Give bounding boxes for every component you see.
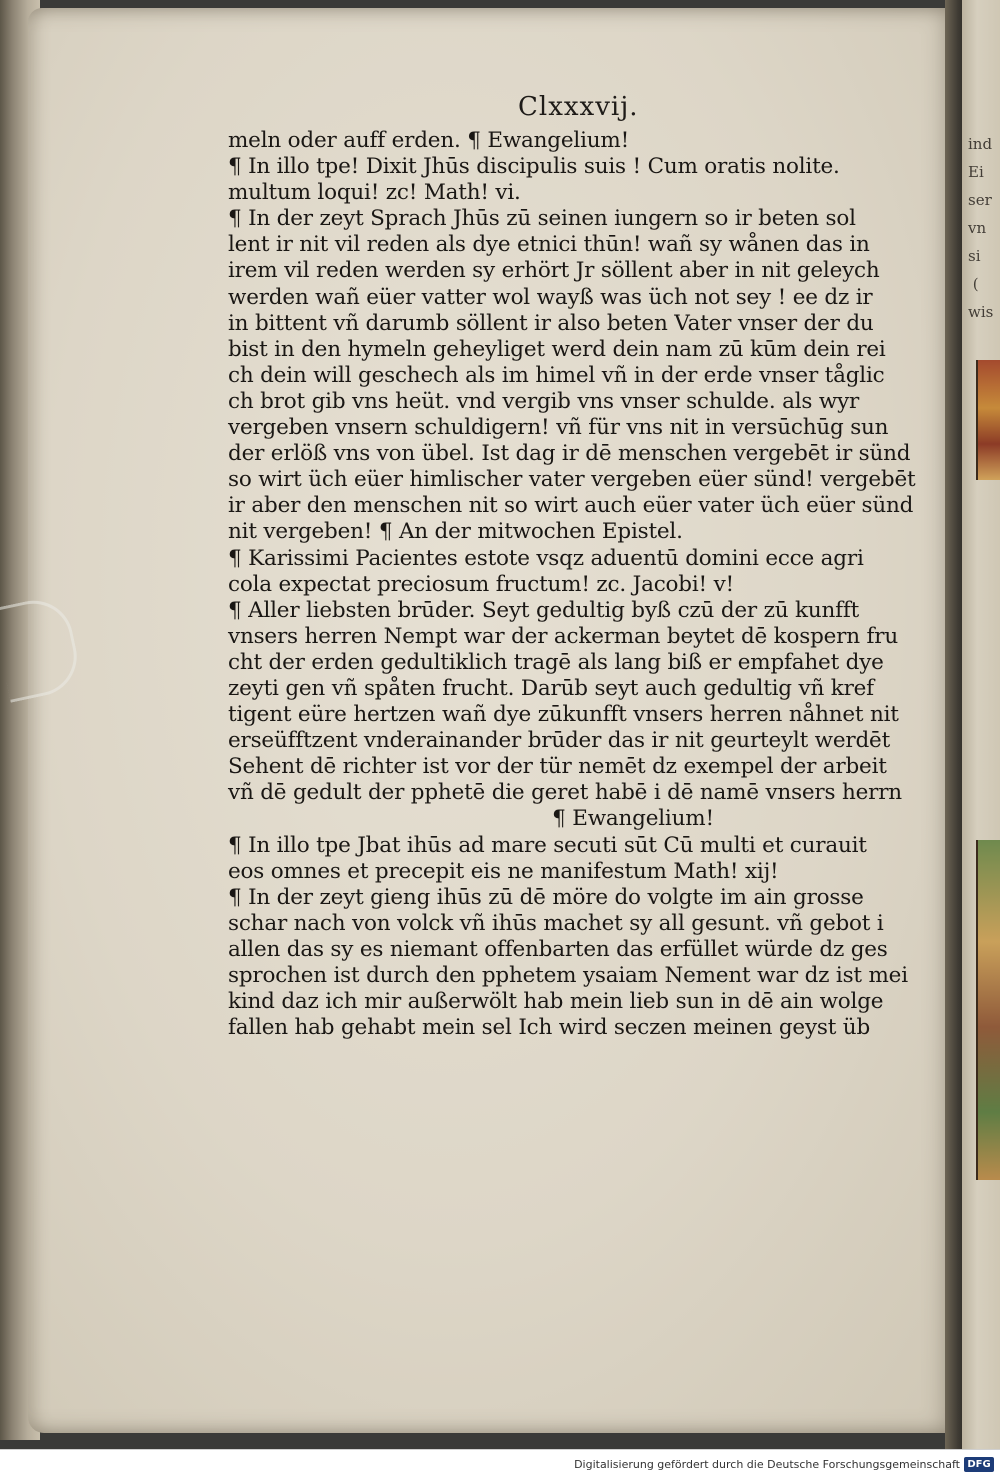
text-line: ¶ In der zeyt Sprach Jhūs zū seinen iungern so ir beten sol — [228, 206, 856, 232]
text-line: multum loqui! zc! Math! vi. — [228, 180, 521, 206]
text-line: ch brot gib vns heüt. vnd vergib vns vnser schulde. als wyr — [228, 388, 860, 414]
text-line: schar nach von volck vñ ihūs machet sy all gesunt. vñ gebot i — [228, 910, 884, 936]
footer-credit: Digitalisierung gefördert durch die Deutsche Forschungsgemeinschaft — [574, 1458, 960, 1471]
text-line: ¶ Ewangelium! — [552, 806, 714, 832]
text-line: der erlöß vns von übel. Ist dag ir dē menschen vergebēt ir sünd — [228, 441, 911, 467]
text-line: erseüfftzent vnderainander brūder das ir nit geurteylt werdēt — [228, 728, 891, 754]
text-line: zeyti gen vñ spåten frucht. Darūb seyt auch gedultig vñ kref — [228, 675, 874, 701]
facing-illustration-top — [976, 360, 1000, 480]
text-line: in bittent vñ darumb söllent ir also beten Vater vnser der du — [228, 310, 874, 336]
text-line: kind daz ich mir außerwölt hab mein lieb sun in dē ain wolge — [228, 989, 884, 1015]
footer-bar — [0, 1449, 1000, 1479]
text-line: irem vil reden werden sy erhört Jr söllent aber in nit geleych — [228, 258, 880, 284]
text-line: ¶ In illo tpe Jbat ihūs ad mare secuti sūt Cū multi et curauit — [228, 832, 867, 858]
text-line: cola expectat preciosum fructum! zc. Jacobi! v! — [228, 571, 734, 597]
text-line: vergeben vnsern schuldigern! vñ für vns nit in versūchūg sun — [228, 415, 889, 441]
text-line: so wirt üch eüer himlischer vater vergeben eüer sünd! vergebēt — [228, 467, 916, 493]
text-line: ¶ In der zeyt gieng ihūs zū dē möre do volgte im ain grosse — [228, 884, 864, 910]
facing-illustration-bottom — [976, 840, 1000, 1180]
facing-page-text: ind Ei ser vn si ( wis — [968, 135, 994, 321]
text-line: vñ dē gedult der pphetē die geret habē i dē namē vnsers herrn — [228, 780, 902, 806]
page-text-block — [228, 128, 918, 1041]
text-line: allen das sy es niemant offenbarten das erfüllet würde dz ges — [228, 936, 888, 962]
text-line: meln oder auff erden. ¶ Ewangelium! — [228, 128, 630, 153]
facing-page — [962, 0, 1000, 1450]
text-line: fallen hab gehabt mein sel Ich wird seczen meinen geyst üb — [228, 1015, 871, 1041]
text-line: eos omnes et precepit eis ne manifestum Math! xij! — [228, 858, 779, 884]
text-line: vnsers herren Nempt war der ackerman beytet dē kospern fru — [228, 623, 899, 649]
text-line: ¶ Karissimi Pacientes estote vsqz aduentū domini ecce agri — [228, 545, 864, 571]
text-line: ¶ In illo tpe! Dixit Jhūs discipulis suis ! Cum oratis nolite. — [228, 154, 840, 180]
text-line: sprochen ist durch den pphetem ysaiam Nement war dz ist mei — [228, 963, 908, 988]
text-line: nit vergeben! ¶ An der mitwochen Epistel. — [228, 519, 683, 545]
text-line: bist in den hymeln geheyliget werd dein nam zū kūm dein rei — [228, 336, 886, 362]
text-line: tigent eüre hertzen wañ dye zūkunfft vnsers herren nåhnet nit — [228, 702, 899, 728]
text-line: ch dein will geschech als im himel vñ in der erde vnser tåglic — [228, 362, 885, 388]
dfg-logo[interactable]: DFG — [964, 1457, 994, 1472]
text-line: werden wañ eüer vatter wol wayß was üch not sey ! ee dz ir — [228, 284, 873, 310]
text-line: cht der erden gedultiklich tragē als lang biß er empfahet dye — [228, 649, 884, 675]
text-line: lent ir nit vil reden als dye etnici thūn! wañ sy wånen das in — [228, 232, 870, 258]
text-line: Sehent dē richter ist vor der tür nemēt dz exempel der arbeit — [228, 754, 887, 780]
text-line: ¶ Aller liebsten brūder. Seyt gedultig byß czū der zū kunfft — [228, 597, 860, 623]
folio-number: Clxxxvij. — [518, 92, 639, 122]
text-line: ir aber den menschen nit so wirt auch eüer vater üch eüer sünd — [228, 493, 914, 519]
